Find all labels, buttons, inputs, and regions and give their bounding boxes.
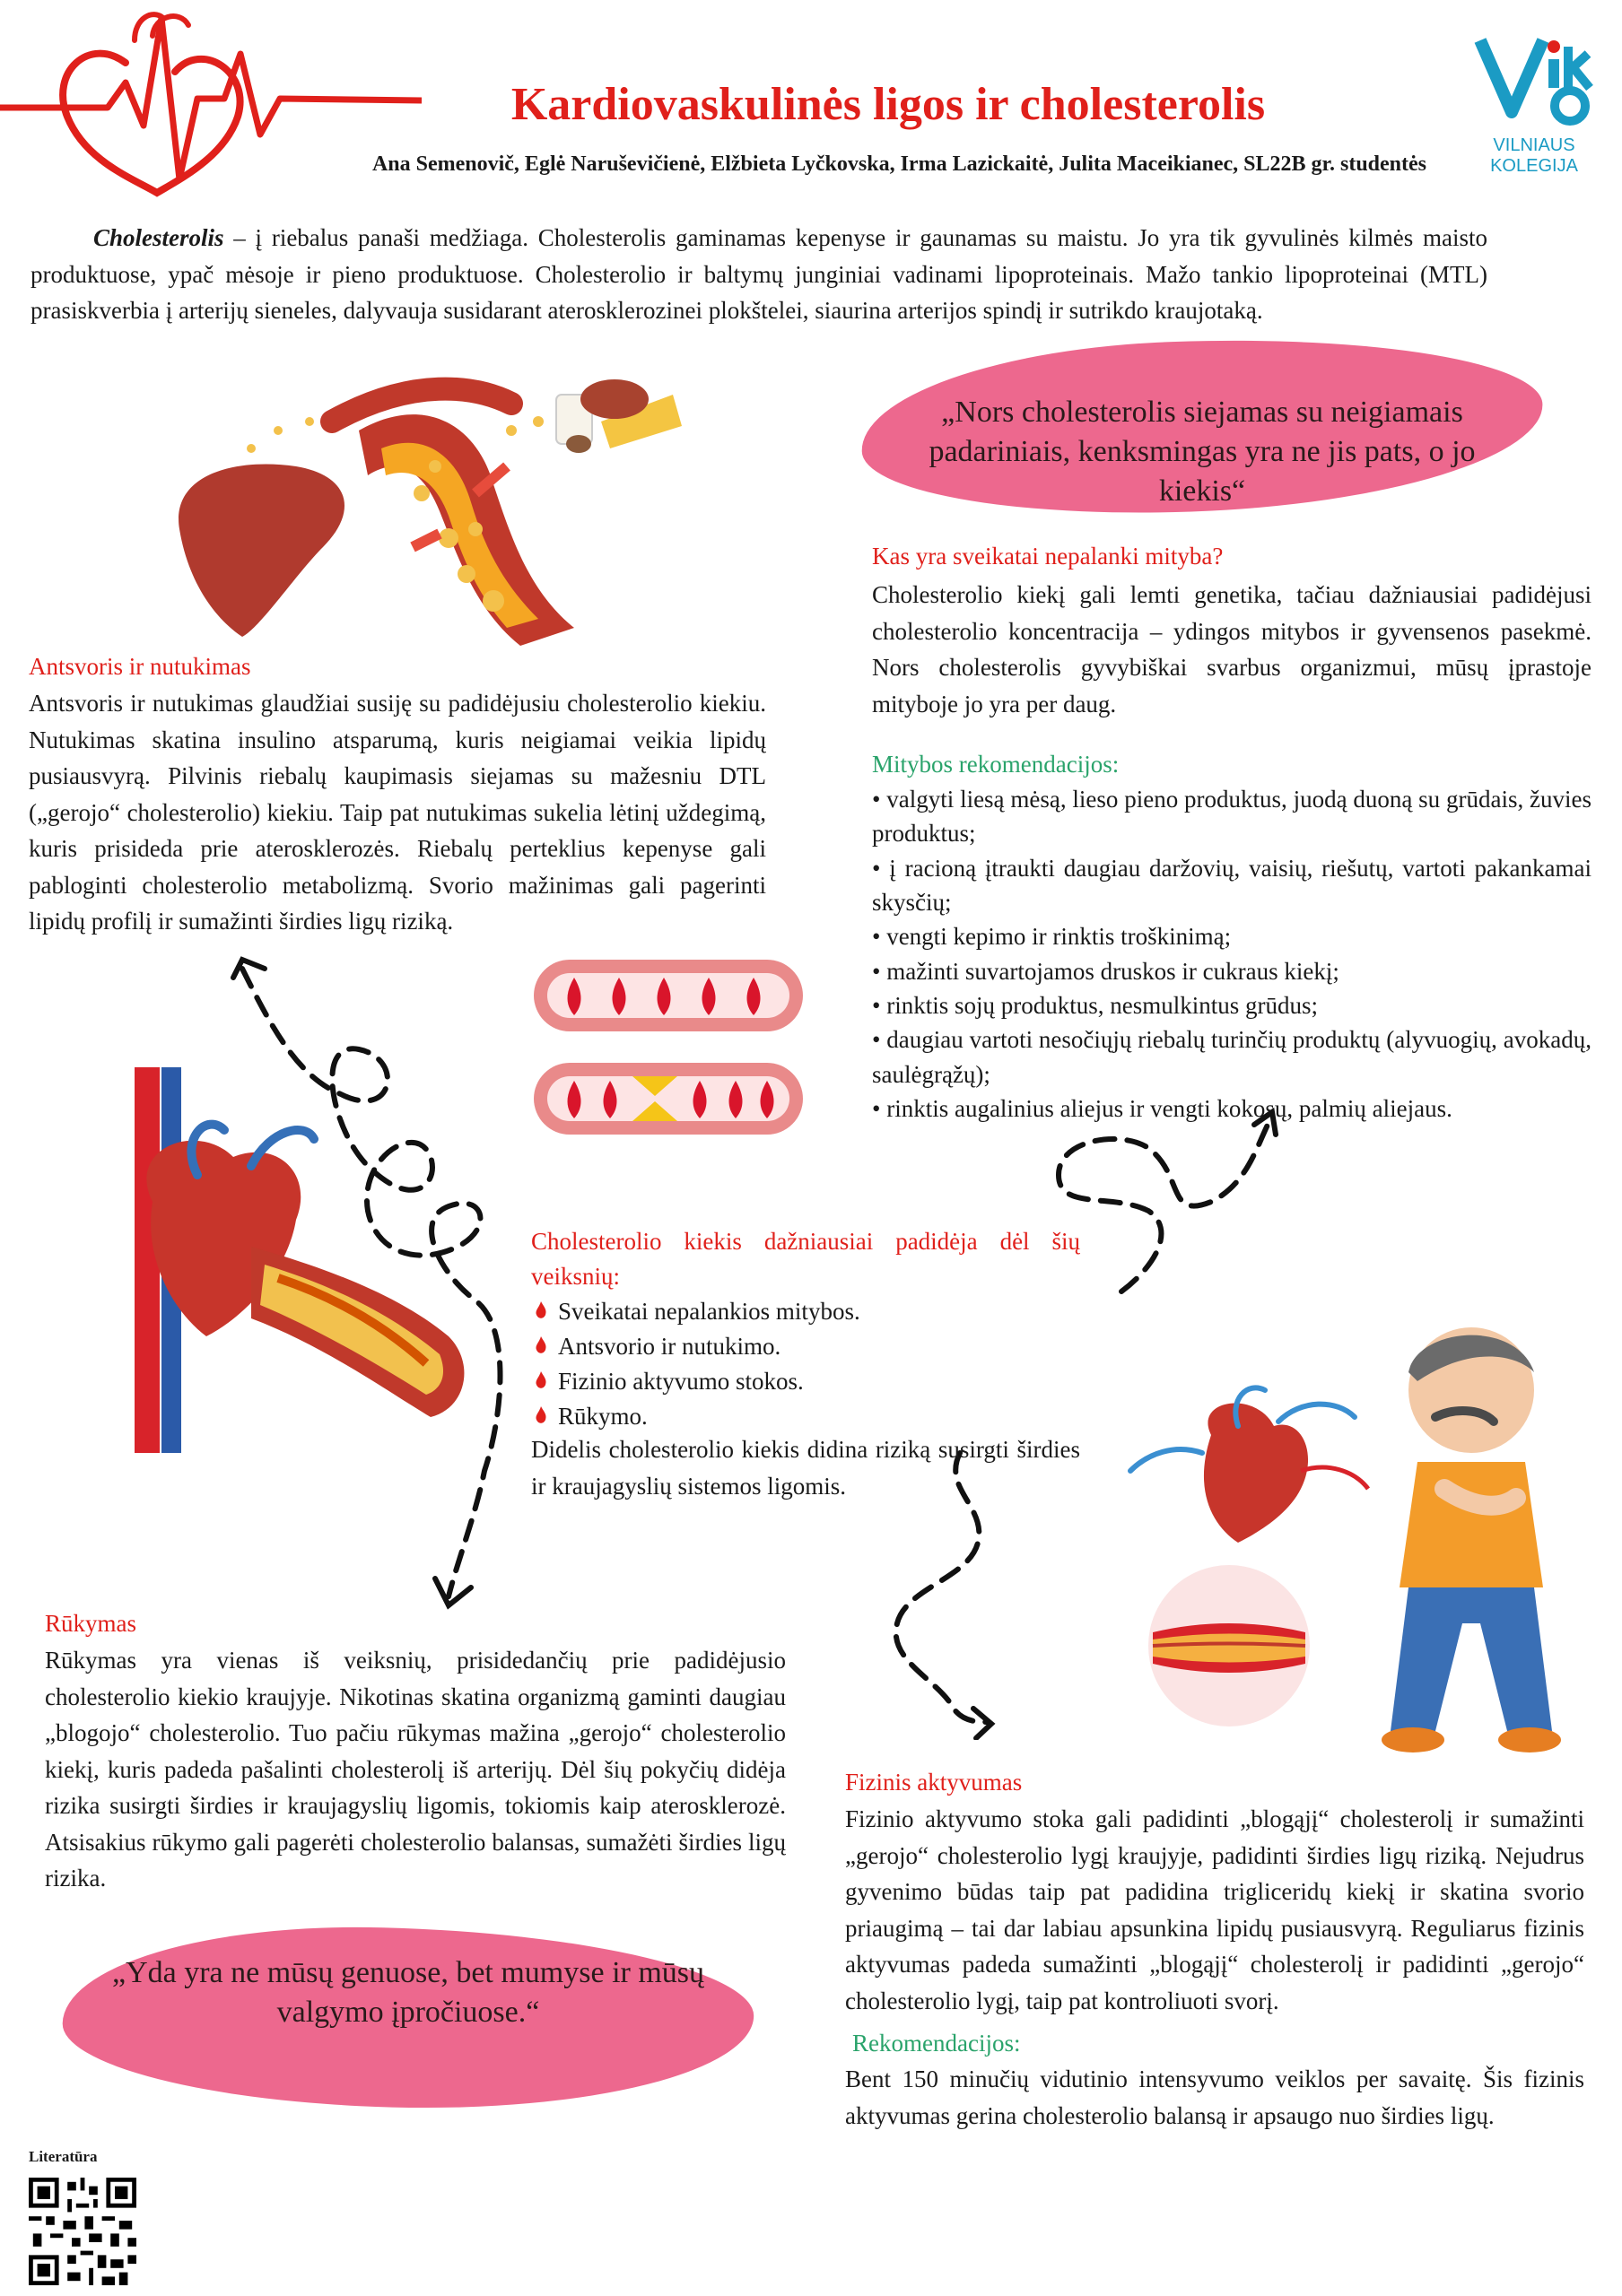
intro-text: – į riebalus panaši medžiaga. Cholesterolis gaminamas kepenyse ir gaunamas su maistu. Jo yra tik gyvulinės kilmės maisto produktuose, ypač mėsoje ir pieno produktuose. Cholesterolio ir baltymų junginiai vadinami lipoproteinais. Mažo tankio lipoproteinai (MTL) prasiskverbia į arterijų sieneles, dalyvauja susidarant aterosklerozinei plokštelei, siaurina arterijos spindį ir sutrikdo kraujotaką. bbox=[31, 224, 1487, 324]
activity-text: Fizinio aktyvumo stoka gali padidinti „blogąjį“ cholesterolį ir sumažinti „gerojo“ cholesterolio lygį kraujyje, padidinti širdies ligų riziką. Nejudrus gyvenimo būdas taip pat padidina trigliceridų kiekį ir skatina svorio priaugimą – tai dar labiau apsunkina lipidų pusiausvyrą. Reguliarus fizinis aktyvumas padeda sumažinti „blogąjį“ cholesterolį ir padidinti „gerojo“ cholesterolio lygį, taip pat kontroliuoti svorį. bbox=[845, 1805, 1584, 2014]
nutrition-heading: Mitybos rekomendacijos: bbox=[872, 751, 1120, 778]
logo-line-2: KOLEGIJA bbox=[1490, 156, 1578, 176]
quote-1-text: „Nors cholesterolis siejamas su neigiamais padariniais, kenksmingas yra ne jis pats, o jo kiekis“ bbox=[929, 396, 1476, 509]
factors-conclusion: Didelis cholesterolio kiekis didina riziką susirgti širdies ir kraujagyslių sistemos ligomis. bbox=[531, 1436, 1080, 1500]
intro-lead-term: Cholesterolis bbox=[93, 224, 224, 251]
nutrition-item: • į racioną įtraukti daugiau daržovių, vaisių, riešutų, vartoti pakankamai skysčių; bbox=[872, 854, 1591, 916]
heart-artery-illustration bbox=[72, 1067, 520, 1462]
factors-list bbox=[531, 1294, 1080, 1435]
quote-2-text: „Yda yra ne mūsų genuose, bet mumyse ir mūsų valgymo įpročiuose.“ bbox=[111, 1956, 705, 2030]
nutrition-item: • valgyti liesą mėsą, lieso pieno produktus, juodą duoną su grūdais, žuvies produktus; bbox=[872, 786, 1591, 848]
nutrition-item: • daugiau vartoti nesočiųjų riebalų turinčių produktų (alyvuogių, avokadų, saulėgrąžų); bbox=[872, 1026, 1591, 1088]
factor-item bbox=[531, 1364, 1080, 1399]
factor-item-label: Sveikatai nepalankios mitybos. bbox=[558, 1298, 860, 1325]
obesity-text: Antsvoris ir nutukimas glaudžiai susiję su padidėjusiu cholesterolio kiekiu. Nutukimas skatina insulino atsparumą, kuris neigiamai veikia lipidų pusiausvyrą. Pilvinis riebalų kaupimasis siejamas su mažesniu DTL („gerojo“ cholesterolio) kiekiu. Taip pat nutukimas sukelia lėtinį uždegimą, kuris prisideda prie aterosklerozės. Riebalų perteklius kepenyse gali pabloginti cholesterolio metabolizmą. Svorio mažinimas gali pagerinti lipidų profilį ir sumažinti širdies ligų riziką. bbox=[29, 690, 766, 935]
smoking-text: Rūkymas yra vienas iš veiksnių, prisidedančių prie padidėjusio cholesterolio kiekio kraujyje. Nikotinas skatina organizmą gaminti daugiau „blogojo“ cholesterolio. Tuo pačiu rūkymas mažina „gerojo“ cholesterolio kiekį, kuris padeda pašalinti cholesterolį iš arterijų. Dėl šių pokyčių didėja rizika susirgti širdies ir kraujagyslių ligomis, tokiomis kaip aterosklerozė. Atsisakius rūkymo gali pagerėti cholesterolio balansas, sumažėti širdies ligų rizika. bbox=[45, 1647, 786, 1892]
blood-vessel-illustration bbox=[529, 951, 807, 1148]
flame-bullet-icon bbox=[535, 1371, 547, 1389]
factors-heading: Cholesterolio kiekis dažniausiai padidėja dėl šių veiksnių: bbox=[531, 1228, 1080, 1291]
unhealthy-diet-text: Cholesterolio kiekį gali lemti genetika, tačiau dažniausiai padidėjusi cholesterolio koncentracija – ydingos mitybos ir gyvensenos pasekmė. Nors cholesterolis gyvybiškai svarbus organizmui, mūsų įprastoje mityboje jo yra per daug. bbox=[872, 581, 1591, 718]
flame-bullet-icon bbox=[535, 1336, 547, 1354]
smoking-heading: Rūkymas bbox=[45, 1610, 137, 1637]
flame-bullet-icon bbox=[535, 1406, 547, 1424]
institution-logo bbox=[1462, 27, 1606, 188]
flame-bullet-icon bbox=[535, 1301, 547, 1319]
factor-item bbox=[531, 1399, 1080, 1434]
nutrition-list bbox=[872, 782, 1591, 1126]
factor-item bbox=[531, 1329, 1080, 1364]
activity-recommendations-text: Bent 150 minučių vidutinio intensyvumo veiklos per savaitę. Šis fizinis aktyvumas gerina cholesterolio balansą ir apsaugo nuo širdies ligų. bbox=[845, 2066, 1584, 2129]
nutrition-item: • rinktis augalinius aliejus ir vengti kokosų, palmių aliejaus. bbox=[872, 1094, 1452, 1122]
obesity-heading: Antsvoris ir nutukimas bbox=[29, 653, 251, 680]
clogged-artery-circle-icon bbox=[1144, 1561, 1314, 1731]
heart-small-illustration bbox=[1121, 1372, 1373, 1552]
nutrition-item: • vengti kepimo ir rinktis troškinimą; bbox=[872, 923, 1232, 951]
factor-item-label: Rūkymo. bbox=[558, 1403, 648, 1431]
intro-paragraph bbox=[31, 220, 1487, 329]
boy-chest-pain-illustration bbox=[1337, 1318, 1606, 1767]
unhealthy-diet-heading: Kas yra sveikatai nepalanki mityba? bbox=[872, 543, 1224, 570]
authors-line: Ana Semenovič, Eglė Naruševičienė, Elžbieta Lyčkovska, Irma Lazickaitė, Julita Maceikianec, SL22B gr. studentės bbox=[371, 152, 1426, 176]
factor-item bbox=[531, 1294, 1080, 1329]
vilniaus-kolegija-logo-icon bbox=[1462, 27, 1606, 126]
activity-heading: Fizinis aktyvumas bbox=[845, 1769, 1023, 1796]
literature-label: Literatūra bbox=[29, 2148, 98, 2165]
literature-qr-code-icon[interactable] bbox=[29, 2178, 136, 2285]
factor-item-label: Antsvorio ir nutukimo. bbox=[558, 1333, 781, 1361]
page-title: Kardiovaskulinės ligos ir cholesterolis bbox=[510, 79, 1266, 130]
logo-line-1: VILNIAUS bbox=[1493, 135, 1575, 155]
factor-item-label: Fizinio aktyvumo stokos. bbox=[558, 1368, 804, 1396]
nutrition-item: • rinktis sojų produktus, nesmulkintus grūdus; bbox=[872, 991, 1318, 1019]
activity-recommendations-heading: Rekomendacijos: bbox=[852, 2030, 1021, 2057]
nutrition-item: • mažinti suvartojamos druskos ir cukraus kiekį; bbox=[872, 957, 1339, 985]
liver-artery-illustration bbox=[153, 359, 709, 655]
